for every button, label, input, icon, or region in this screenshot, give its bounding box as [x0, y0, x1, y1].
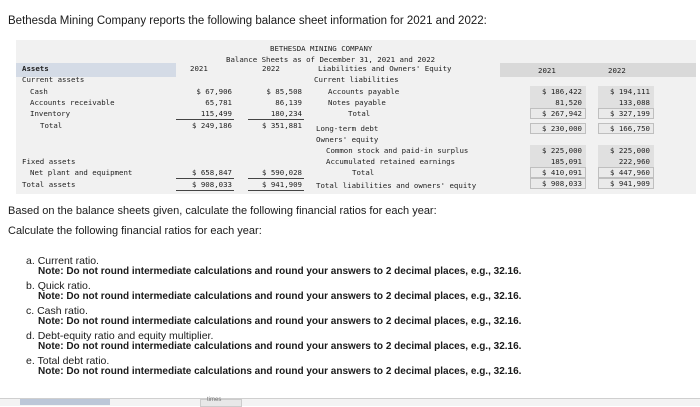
sheet-subtitle: Balance Sheets as of December 31, 2021 and 2022 [226, 55, 436, 64]
rule-2021-total [176, 190, 234, 191]
liabilities-header: Liabilities and Owners' Equity [318, 64, 452, 73]
inventory-2021: 115,499 [200, 109, 232, 118]
question-text: Quick ratio. [37, 280, 91, 292]
net-plant-2022: $ 590,028 [261, 168, 302, 177]
notes-payable-2021: 81,520 [555, 98, 582, 107]
year-2021-left: 2021 [190, 64, 208, 73]
total-assets-2021: $ 908,033 [191, 180, 232, 189]
note-c: Note: Do not round intermediate calculations and round your answers to 2 decimal places, e.g., 32.16. [38, 316, 522, 327]
question-text: Total debt ratio. [37, 355, 110, 367]
unit-tab[interactable] [200, 399, 242, 407]
accounts-payable-2021: $ 186,422 [541, 87, 582, 96]
note-e: Note: Do not round intermediate calculations and round your answers to 2 decimal places, e.g., 32.16. [38, 366, 522, 377]
notes-payable-label: Notes payable [328, 98, 386, 107]
total-current-liabilities-2022: $ 327,199 [609, 109, 650, 118]
common-stock-2022: $ 225,000 [609, 146, 650, 155]
rule-2021-fixed [176, 178, 234, 179]
rule-2021-current [176, 119, 234, 120]
cash-2022: $ 85,508 [266, 87, 302, 96]
owners-equity-header: Owners' equity [316, 135, 379, 144]
total-equity-2022: $ 447,960 [609, 168, 650, 177]
question-text: Current ratio. [37, 255, 99, 267]
note-d: Note: Do not round intermediate calculations and round your answers to 2 decimal places, e.g., 32.16. [38, 341, 522, 352]
long-term-debt-2022: $ 166,750 [609, 124, 650, 133]
total-current-liabilities-label: Total [348, 109, 371, 118]
receivable-2021: 65,781 [205, 98, 232, 107]
fixed-assets-header: Fixed assets [22, 157, 76, 166]
company-name: BETHESDA MINING COMPANY [270, 44, 373, 53]
intro-text: Bethesda Mining Company reports the following balance sheet information for 2021 and 2022: [8, 15, 487, 27]
question-letter: c. [26, 305, 35, 317]
prompt-calculate: Calculate the following financial ratios for each year: [8, 225, 262, 237]
notes-payable-2022: 133,088 [618, 98, 650, 107]
right-year-header-band [500, 63, 696, 77]
year-2021-right: 2021 [538, 66, 556, 75]
cash-label: Cash [30, 87, 48, 96]
retained-earnings-2021: 185,091 [550, 157, 582, 166]
question-letter: a. [26, 255, 35, 267]
total-liabilities-equity-2022: $ 941,909 [609, 179, 650, 188]
accounts-payable-label: Accounts payable [328, 87, 400, 96]
question-text: Cash ratio. [37, 305, 88, 317]
current-assets-header: Current assets [22, 75, 85, 84]
total-current-assets-label: Total [40, 121, 63, 130]
question-letter: b. [26, 280, 35, 292]
net-plant-2021: $ 658,847 [191, 168, 232, 177]
common-stock-2021: $ 225,000 [541, 146, 582, 155]
receivable-2022: 86,139 [275, 98, 302, 107]
assets-header: Assets [22, 64, 49, 73]
total-liabilities-equity-label: Total liabilities and owners' equity [316, 181, 477, 190]
answer-table-header [20, 399, 110, 405]
total-assets-2022: $ 941,909 [261, 180, 302, 189]
total-current-assets-2021: $ 249,186 [191, 121, 232, 130]
unit-tab-label: times [207, 397, 222, 403]
total-assets-label: Total assets [22, 180, 76, 189]
inventory-2022: 180,234 [270, 109, 302, 118]
question-text: Debt-equity ratio and equity multiplier. [37, 330, 214, 342]
long-term-debt-label: Long-term debt [316, 124, 379, 133]
inventory-label: Inventory [30, 109, 71, 118]
long-term-debt-2021: $ 230,000 [541, 124, 582, 133]
question-letter: e. [26, 355, 35, 367]
total-liabilities-equity-2021: $ 908,033 [541, 179, 582, 188]
total-current-assets-2022: $ 351,881 [261, 121, 302, 130]
cash-2021: $ 67,906 [196, 87, 232, 96]
question-letter: d. [26, 330, 35, 342]
rule-2022-fixed [248, 178, 304, 179]
total-equity-label: Total [352, 168, 375, 177]
note-b: Note: Do not round intermediate calculations and round your answers to 2 decimal places, e.g., 32.16. [38, 291, 522, 302]
common-stock-label: Common stock and paid-in surplus [326, 146, 469, 155]
retained-earnings-2022: 222,960 [618, 157, 650, 166]
prompt-based-on: Based on the balance sheets given, calculate the following financial ratios for each year: [8, 205, 437, 217]
note-a: Note: Do not round intermediate calculations and round your answers to 2 decimal places, e.g., 32.16. [38, 266, 522, 277]
total-current-liabilities-2021: $ 267,942 [541, 109, 582, 118]
accounts-receivable-label: Accounts receivable [30, 98, 115, 107]
total-equity-2021: $ 410,091 [541, 168, 582, 177]
rule-2022-total [248, 190, 304, 191]
net-plant-label: Net plant and equipment [30, 168, 133, 177]
year-2022-left: 2022 [262, 64, 280, 73]
year-2022-right: 2022 [608, 66, 626, 75]
accounts-payable-2022: $ 194,111 [609, 87, 650, 96]
retained-earnings-label: Accumulated retained earnings [326, 157, 456, 166]
rule-2022-current [248, 119, 304, 120]
current-liabilities-header: Current liabilities [314, 75, 399, 84]
